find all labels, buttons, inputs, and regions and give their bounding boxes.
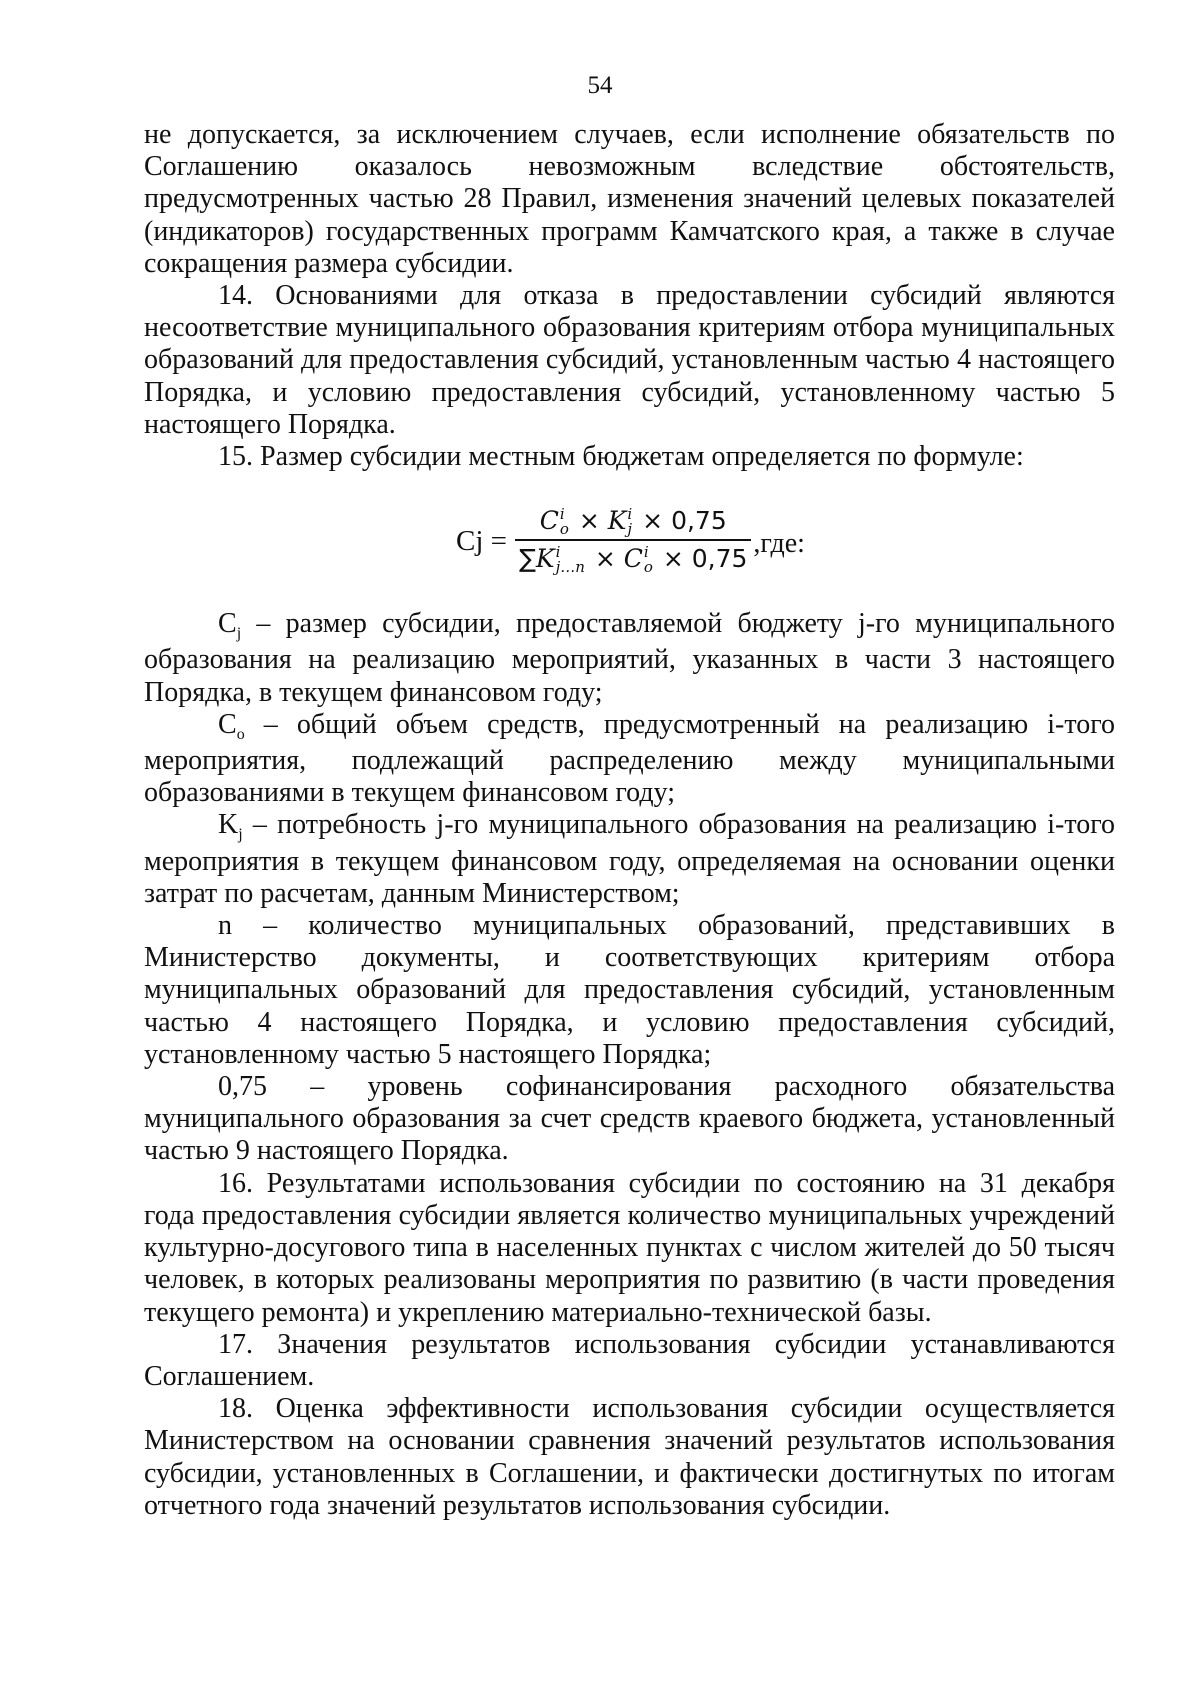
subsidy-formula: [144, 473, 1115, 608]
numerator-c-indices: [560, 507, 569, 537]
formula-fraction: [515, 506, 751, 575]
denominator-c-sup: i: [643, 543, 649, 562]
page-number: 54: [587, 72, 613, 99]
definition-symbol: C: [218, 708, 237, 740]
formula-expression: [456, 506, 805, 575]
denominator-tail: × 0,75: [662, 544, 748, 574]
numerator-c-sub: o: [559, 520, 569, 539]
definition-symbol: 0,75: [218, 1071, 267, 1103]
paragraph-16: 16. Результатами использования субсидии по состоянию на 31 декабря года предоставления субсидии является количество муниципальных учреждений культурно-досугового типа в населенных пунктах с числом жителей до 50 тысяч человек, в которых реализованы мероприятия по развитию (в части проведения текущего ремонта) и укреплению материально-технической базы.: [144, 1167, 1115, 1328]
paragraph-15: 15. Размер субсидии местным бюджетам определяется по формуле:: [218, 441, 1024, 473]
numerator-op: ×: [578, 506, 600, 536]
denominator-k-indices: [556, 545, 585, 575]
denominator-op: ×: [594, 544, 616, 574]
definition-kj: [144, 809, 1115, 910]
denominator-c-indices: [644, 545, 653, 575]
numerator-k-sub: j: [627, 520, 633, 539]
definition-text: – размер субсидии, предоставляемой бюджету j-го муниципального образования на реализацию мероприятий, указанных в части 3 настоящего Порядка, в текущем финансовом году;: [144, 608, 1115, 708]
denominator-k-sup: i: [555, 543, 561, 562]
definition-text: – потребность j-го муниципального образования на реализацию i-того мероприятия в текущем финансовом году, определяемая на основании оценки затрат по расчетам, данным Министерством;: [144, 809, 1115, 909]
formula-denominator: [515, 539, 751, 575]
numerator-k-var: K: [607, 506, 627, 536]
numerator-k-indices: [627, 507, 632, 537]
formula-numerator: [536, 506, 731, 539]
definition-rate: [144, 1071, 1115, 1168]
denominator-k-sub: j…n: [555, 558, 585, 577]
definition-n: [144, 910, 1115, 1071]
definition-subscript: o: [236, 725, 245, 743]
definition-text: – уровень софинансирования расходного обязательства муниципального образования за счет средств краевого бюджета, установленный частью 9 настоящего Порядка.: [144, 1071, 1115, 1167]
definition-co: [144, 709, 1115, 810]
paragraph-18: 18. Оценка эффективности использования субсидии осуществляется Министерством на основании сравнения значений результатов использования субсидии, установленных в Соглашении, и фактически достигнутых по итогам отчетного года значений результатов использования субсидии.: [144, 1393, 1115, 1521]
formula-suffix: ,где:: [753, 527, 805, 559]
formula-lhs: Cj =: [456, 524, 508, 557]
document-body: [144, 119, 1115, 1522]
denominator-sum-sign: ∑: [519, 544, 536, 574]
denominator-c-sub: o: [643, 558, 653, 577]
paragraph-17: 17. Значения результатов использования субсидии устанавливаются Соглашением.: [144, 1328, 1115, 1392]
paragraph-14: 14. Основаниями для отказа в предоставлении субсидий являются несоответствие муниципального образования критериям отбора муниципальных образований для предоставления субсидий, установленным частью 4 настоящего Порядка, и условию предоставления субсидий, установленному частью 5 настоящего Порядка.: [144, 280, 1115, 440]
definition-subscript: j: [238, 826, 243, 844]
definition-symbol: C: [218, 608, 237, 640]
definition-cj: [144, 608, 1115, 709]
numerator-c-var: C: [539, 506, 559, 536]
denominator-c-var: C: [623, 544, 643, 574]
definition-symbol: K: [218, 809, 239, 841]
definition-subscript: j: [236, 625, 242, 643]
numerator-tail: × 0,75: [642, 506, 727, 536]
numerator-k-sup: i: [627, 505, 633, 524]
numerator-c-sup: i: [559, 505, 565, 524]
denominator-k-var: K: [535, 544, 555, 574]
paragraph-continuation: не допускается, за исключением случаев, если исполнение обязательств по Соглашению оказалось невозможным вследствие обстоятельств, предусмотренных частью 28 Правил, изменения значений целевых показателей (индикаторов) государственных программ Камчатского края, а также в случае сокращения размера субсидии.: [144, 119, 1115, 279]
definition-text: – количество муниципальных образований, представивших в Министерство документы, и соответствующих критериям отбора муниципальных образований для предоставления субсидий, установленным частью 4 настоящего Порядка, и условию предоставления субсидий, установленному частью 5 настоящего Порядка;: [144, 910, 1115, 1070]
definition-text: – общий объем средств, предусмотренный на реализацию i-того мероприятия, подлежащий распределению между муниципальными образованиями в текущем финансовом году;: [144, 708, 1115, 809]
definition-symbol: n: [218, 910, 232, 942]
